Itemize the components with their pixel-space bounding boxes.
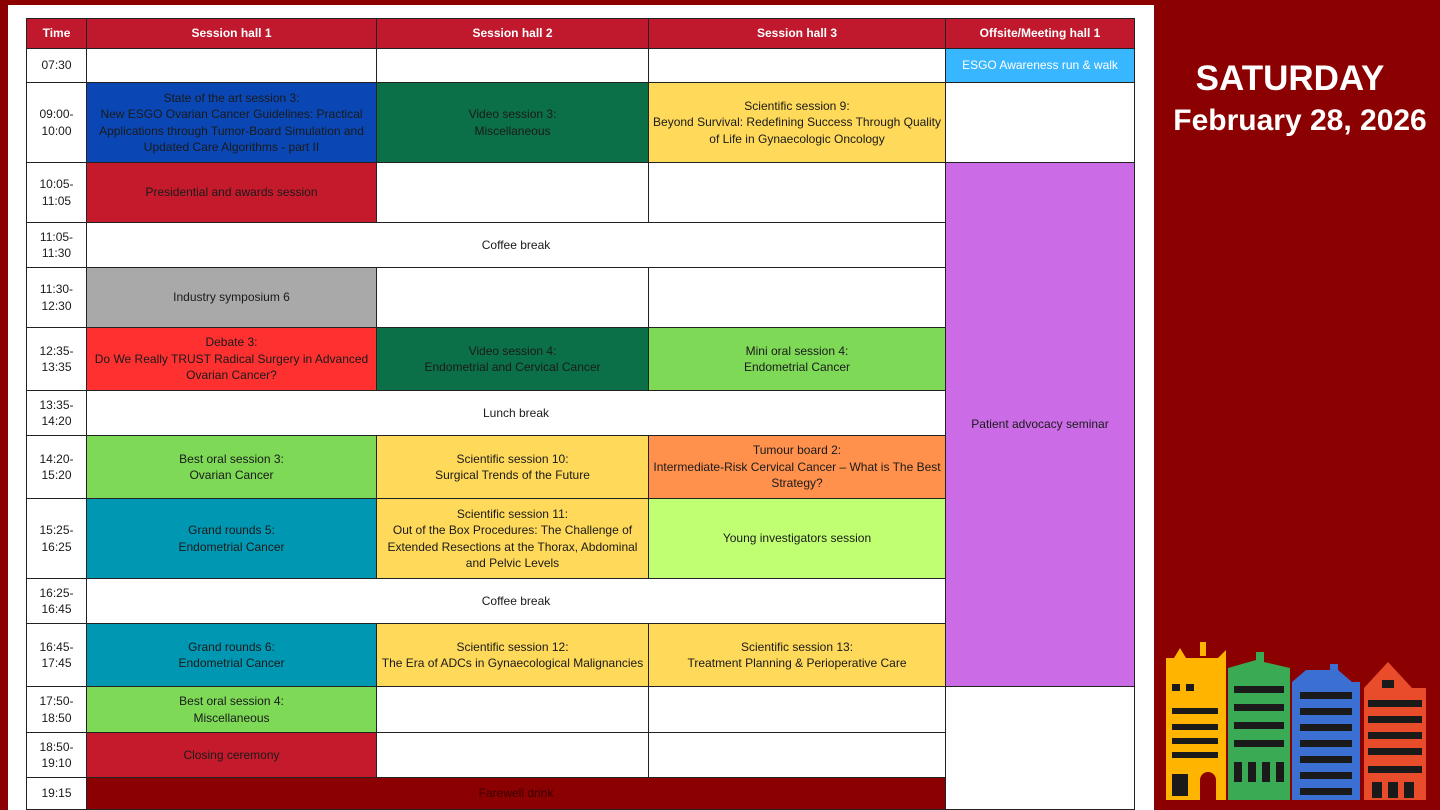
time-cell: 14:20- 15:20 bbox=[27, 436, 87, 499]
break-cell: Coffee break bbox=[87, 223, 946, 268]
session-cell: Closing ceremony bbox=[87, 733, 377, 778]
header-hall-1: Session hall 1 bbox=[87, 19, 377, 49]
session-cell: Tumour board 2: Intermediate-Risk Cervical Cancer – What is The Best Strategy? bbox=[649, 436, 946, 499]
session-cell bbox=[87, 49, 377, 83]
time-cell: 15:25- 16:25 bbox=[27, 499, 87, 579]
time-cell: 17:50- 18:50 bbox=[27, 687, 87, 733]
time-cell: 16:25- 16:45 bbox=[27, 579, 87, 624]
session-cell bbox=[649, 733, 946, 778]
header-offsite: Offsite/Meeting hall 1 bbox=[946, 19, 1135, 49]
patient-advocacy-seminar-cell: Patient advocacy seminar bbox=[946, 163, 1135, 687]
session-cell: Scientific session 13: Treatment Planning & Perioperative Care bbox=[649, 624, 946, 687]
session-cell bbox=[649, 49, 946, 83]
time-cell: 12:35- 13:35 bbox=[27, 328, 87, 391]
session-cell: Scientific session 12: The Era of ADCs in Gynaecological Malignancies bbox=[377, 624, 649, 687]
table-row bbox=[27, 49, 1135, 83]
session-cell: Grand rounds 5: Endometrial Cancer bbox=[87, 499, 377, 579]
session-cell: Industry symposium 6 bbox=[87, 268, 377, 328]
session-cell: Young investigators session bbox=[649, 499, 946, 579]
session-cell bbox=[377, 687, 649, 733]
session-cell bbox=[946, 687, 1135, 810]
session-cell: Mini oral session 4: Endometrial Cancer bbox=[649, 328, 946, 391]
table-row bbox=[27, 163, 1135, 223]
time-cell: 07:30 bbox=[27, 49, 87, 83]
session-cell-run-walk: ESGO Awareness run & walk bbox=[946, 49, 1135, 83]
session-cell bbox=[377, 49, 649, 83]
day-title: SATURDAY bbox=[1195, 59, 1385, 98]
session-cell: Video session 3: Miscellaneous bbox=[377, 83, 649, 163]
session-cell: Scientific session 10: Surgical Trends of the Future bbox=[377, 436, 649, 499]
session-cell bbox=[946, 83, 1135, 163]
session-cell: Scientific session 9: Beyond Survival: Redefining Success Through Quality of Life in Gynaecologic Oncology bbox=[649, 83, 946, 163]
time-cell: 09:00- 10:00 bbox=[27, 83, 87, 163]
session-cell bbox=[377, 268, 649, 328]
farewell-cell: Farewell drink bbox=[87, 778, 946, 810]
time-cell: 11:05- 11:30 bbox=[27, 223, 87, 268]
break-cell: Coffee break bbox=[87, 579, 946, 624]
session-cell: Grand rounds 6: Endometrial Cancer bbox=[87, 624, 377, 687]
time-cell: 19:15 bbox=[27, 778, 87, 810]
session-cell: State of the art session 3: New ESGO Ovarian Cancer Guidelines: Practical Applications through Tumor-Board Simulation and Updated Care Algorithms - part II bbox=[87, 83, 377, 163]
day-date: February 28, 2026 bbox=[1173, 104, 1427, 137]
colorful-townhouses-icon bbox=[1160, 638, 1440, 810]
break-cell: Lunch break bbox=[87, 391, 946, 436]
session-cell: Best oral session 3: Ovarian Cancer bbox=[87, 436, 377, 499]
header-time: Time bbox=[27, 19, 87, 49]
header-hall-2: Session hall 2 bbox=[377, 19, 649, 49]
session-cell bbox=[649, 687, 946, 733]
table-row bbox=[27, 83, 1135, 163]
session-cell bbox=[377, 733, 649, 778]
header-row bbox=[27, 19, 1135, 49]
time-cell: 10:05- 11:05 bbox=[27, 163, 87, 223]
time-cell: 13:35- 14:20 bbox=[27, 391, 87, 436]
session-cell bbox=[649, 163, 946, 223]
session-cell: Presidential and awards session bbox=[87, 163, 377, 223]
session-cell bbox=[377, 163, 649, 223]
schedule-table bbox=[26, 18, 1135, 810]
time-cell: 11:30- 12:30 bbox=[27, 268, 87, 328]
session-cell bbox=[649, 268, 946, 328]
time-cell: 16:45- 17:45 bbox=[27, 624, 87, 687]
session-cell: Scientific session 11: Out of the Box Procedures: The Challenge of Extended Resections at the Thorax, Abdominal and Pelvic Levels bbox=[377, 499, 649, 579]
session-cell: Debate 3: Do We Really TRUST Radical Surgery in Advanced Ovarian Cancer? bbox=[87, 328, 377, 391]
time-cell: 18:50- 19:10 bbox=[27, 733, 87, 778]
session-cell: Best oral session 4: Miscellaneous bbox=[87, 687, 377, 733]
table-row bbox=[27, 687, 1135, 733]
session-cell: Video session 4: Endometrial and Cervical Cancer bbox=[377, 328, 649, 391]
header-hall-3: Session hall 3 bbox=[649, 19, 946, 49]
